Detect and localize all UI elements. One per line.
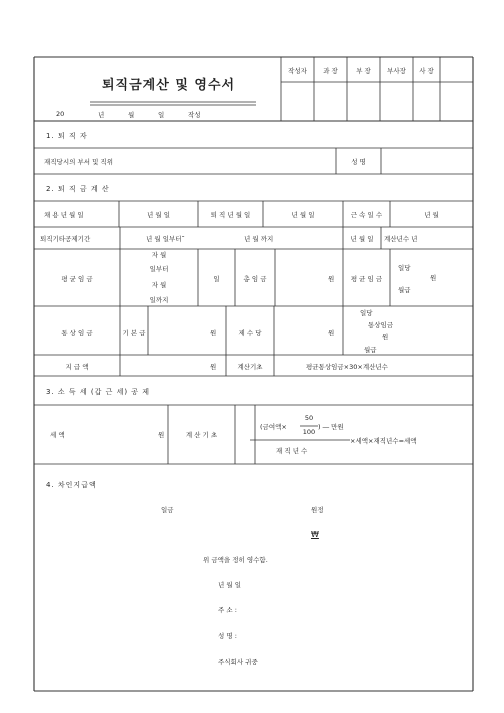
amount-prefix-label: 일금 (161, 506, 174, 514)
receipt-date: 년 월 일 (218, 581, 241, 589)
tax-formula-right: ) ― 만원 (318, 423, 344, 431)
wage-period-line-1: 자 월 (151, 251, 167, 259)
tax-formula-tail: ×세액×재직년수=세액 (350, 437, 417, 445)
avg-wage-label-2: 평 균 임 금 (350, 275, 383, 283)
wage-period-line-2: 일부터 (149, 265, 169, 273)
tenure-label: 근 속 일 수 (350, 211, 383, 219)
approval-section-chief: 과 장 (323, 67, 338, 75)
calc-basis-label: 계산기초 (237, 363, 263, 371)
tax-amount-won: 원 (158, 431, 165, 439)
period-from-value: 년 월 일부터˜ (146, 235, 185, 243)
allowances-won: 원 (328, 329, 335, 337)
approval-author: 작성자 (288, 67, 307, 75)
form-title: 퇴직금계산 및 영수서 (102, 78, 236, 93)
retire-date-label: 퇴 직 년 월 일 (210, 211, 251, 219)
ordinary-wage-label-2: 통상임금 (368, 321, 394, 329)
date-day-label: 일 (158, 111, 165, 119)
date-year-label: 년 (98, 111, 105, 119)
section-2-title: 2. 퇴 직 금 계 산 (46, 185, 110, 193)
tax-formula-numerator: 50 (304, 414, 314, 422)
approval-dept-head: 부 장 (356, 67, 371, 75)
wage-period-line-4: 일까지 (149, 296, 169, 304)
total-wage-label: 총 임 금 (243, 275, 267, 283)
currency-symbol: ₩ (311, 530, 319, 539)
payment-amount-label: 지 급 액 (65, 363, 89, 371)
ordinary-daily-label: 일당 (360, 309, 373, 317)
days-label: 일 (213, 275, 220, 283)
recipient-address-label: 주 소 : (218, 606, 237, 614)
total-wage-won: 원 (328, 275, 335, 283)
section-1-title: 1. 퇴 직 자 (46, 132, 88, 140)
tax-amount-label: 세 액 (50, 431, 65, 439)
section-3-title: 3. 소 득 세 (갑 근 세) 공 제 (46, 388, 151, 396)
approval-president: 사 장 (419, 67, 434, 75)
approval-vice-president: 부사장 (387, 67, 406, 75)
tax-formula-bottom: 재 직 년 수 (276, 447, 308, 455)
average-wage-label: 평 균 임 금 (61, 275, 93, 283)
dept-position-label: 재직당시의 부서 및 직위 (44, 158, 113, 166)
hire-date-label: 채 용 년 월 일 (44, 211, 84, 219)
allowances-label: 제 수 당 (238, 329, 262, 337)
date-written-label: 작성 (188, 111, 201, 119)
ordinary-monthly-label: 월급 (364, 346, 377, 354)
name-label: 성 명 (351, 158, 366, 166)
base-pay-won: 원 (210, 329, 217, 337)
recipient-name-label: 성 명 : (218, 632, 237, 640)
calc-basis-formula: 평균통상임금×30×계산년수 (306, 363, 388, 371)
tax-formula-denominator: 100 (302, 428, 316, 436)
avg-daily-label: 일당 (398, 264, 411, 272)
amount-won-label: 원정 (311, 506, 324, 514)
avg-wage-won: 원 (430, 274, 437, 282)
period-ymd: 년 월 일 (350, 235, 374, 243)
tax-calc-basis-label: 계 산 기 초 (185, 431, 218, 439)
ordinary-wage-won: 원 (382, 333, 389, 341)
company-recipient: 주식회사 귀중 (218, 658, 258, 666)
receipt-statement: 위 금액을 정히 영수함. (203, 556, 268, 564)
tenure-value: 년 월 (424, 211, 439, 219)
calc-years-label: 계산년수 년 (384, 235, 418, 243)
date-month-label: 월 (128, 111, 135, 119)
wage-period-line-3: 자 월 (151, 281, 167, 289)
avg-monthly-label: 월급 (398, 286, 411, 294)
date-year-prefix: 20 (56, 110, 65, 118)
hire-date-value: 년 월 일 (147, 211, 170, 219)
retire-date-value: 년 월 일 (291, 211, 315, 219)
base-pay-label: 기 본 급 (122, 329, 146, 337)
section-4-title: 4. 차인지급액 (46, 481, 97, 489)
other-deduction-period-label: 퇴직기타공제기간 (40, 235, 91, 243)
payment-amount-won: 원 (210, 363, 217, 371)
ordinary-wage-label: 통 상 임 금 (61, 329, 93, 337)
period-to-value: 년 월 까지 (244, 235, 274, 243)
tax-formula-left: (금여액× (260, 423, 287, 431)
